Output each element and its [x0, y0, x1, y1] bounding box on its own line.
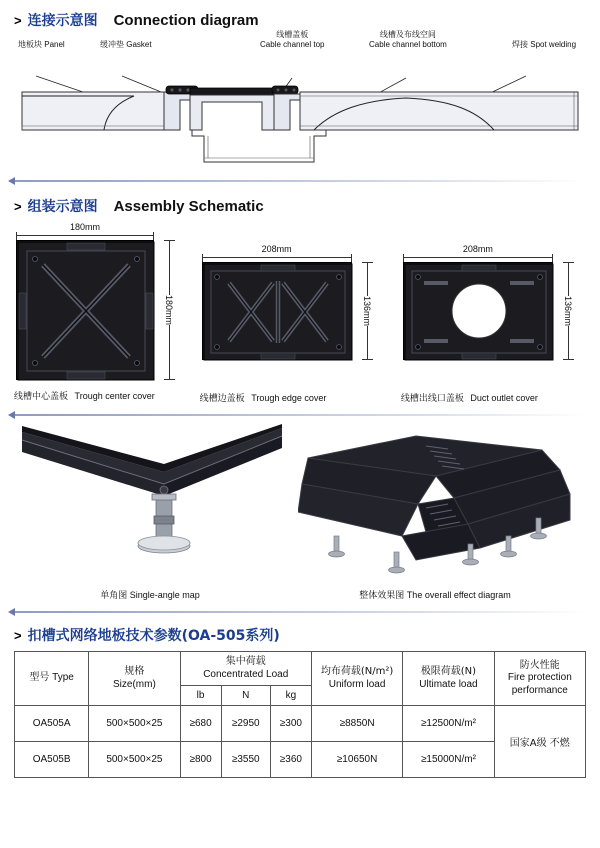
panel-2-width-dimension: [202, 246, 352, 262]
header-type-en: Type: [52, 672, 74, 684]
panel-1-height-value: 180mm: [164, 294, 174, 326]
label-panel: [18, 40, 65, 50]
label-gasket-cn: 缓冲垫: [100, 40, 124, 49]
divider-1: [0, 180, 600, 182]
section-title-specs-cn: 扣槽式网络地板技术参数(OA-505系列): [27, 628, 280, 644]
photo-1-caption-en: Single-angle map: [129, 590, 200, 600]
header-uniform-load: [311, 652, 402, 706]
panel-2-plate: [202, 262, 352, 360]
photo-overall-effect: [298, 424, 572, 601]
photo-overall-effect-image: [298, 424, 572, 579]
panel-1-plate: [16, 240, 154, 380]
label-spot-welding: [512, 40, 576, 50]
photo-1-caption-cn: 单角图: [100, 590, 128, 600]
panel-2-height-value: 136mm: [361, 295, 372, 327]
photo-single-angle: [14, 424, 286, 601]
label-cable-channel-bottom: [369, 30, 447, 50]
section-title-en: Assembly Schematic: [113, 198, 264, 215]
panel-1-caption-cn: 线槽中心盖板: [14, 392, 69, 402]
header-size-cn: 规格: [124, 666, 145, 677]
panel-1-caption-en: Trough center cover: [74, 391, 155, 401]
header-uniform-cn: 均布荷载(N/m²): [320, 666, 394, 677]
header-type: [15, 652, 89, 706]
cell-kg: ≥300: [270, 706, 311, 742]
table-header-row-1: [15, 652, 586, 686]
label-spot-welding-cn: 焊接: [512, 40, 528, 49]
panel-3-plate: [403, 262, 553, 360]
cell-type: OA505A: [15, 706, 89, 742]
cell-n: ≥3550: [221, 742, 270, 778]
connection-label-group: [14, 30, 586, 74]
header-fire-en: Fire protection performance: [507, 672, 572, 696]
panel-2-height-dimension: [358, 262, 376, 360]
cell-ultimate: ≥12500N/m²: [403, 706, 494, 742]
panel-1-detail: [17, 241, 155, 381]
header-fire-cn: 防火性能: [519, 659, 560, 671]
photo-single-angle-caption: [14, 588, 286, 601]
section-heading-connection: [0, 0, 600, 30]
label-gasket: [100, 40, 152, 50]
panel-2-caption-en: Trough edge cover: [251, 393, 327, 403]
header-concentrated-en: Concentrated Load: [203, 668, 289, 680]
header-uniform-en: Uniform load: [328, 678, 386, 690]
section-heading-assembly: [0, 182, 600, 216]
arrow-marker-icon: >: [14, 13, 22, 28]
panel-1-height-dimension: [160, 240, 178, 380]
connection-diagram: [14, 30, 586, 170]
photo-2-caption-cn: 整体效果图: [359, 590, 405, 600]
panel-3-height-dimension: [559, 262, 577, 360]
panel-3-width-value: 208mm: [403, 244, 553, 254]
cell-size: 500×500×25: [89, 706, 180, 742]
panel-1-width-value: 180mm: [16, 222, 154, 232]
photo-overall-effect-caption: [298, 588, 572, 601]
panel-3-width-dimension: [403, 246, 553, 262]
header-n: N: [221, 686, 270, 706]
cell-uniform: ≥8850N: [311, 706, 402, 742]
cell-n: ≥2950: [221, 706, 270, 742]
label-cable-channel-top: [260, 30, 325, 50]
header-lb: lb: [180, 686, 221, 706]
header-size: [89, 652, 180, 706]
cell-lb: ≥680: [180, 706, 221, 742]
spec-table: [14, 651, 586, 778]
cell-lb: ≥800: [180, 742, 221, 778]
cell-size: 500×500×25: [89, 742, 180, 778]
connection-cross-section-drawing: [14, 74, 586, 174]
panel-3-height-value: 136mm: [562, 295, 573, 327]
section-title-en: Connection diagram: [113, 12, 259, 29]
panel-2-caption: [200, 391, 385, 404]
cell-uniform: ≥10650N: [311, 742, 402, 778]
panel-2-caption-cn: 线槽边盖板: [199, 394, 245, 404]
header-kg: kg: [270, 686, 311, 706]
header-fire-protection: [494, 652, 585, 706]
label-cable-channel-top-en: Cable channel top: [260, 40, 325, 49]
section-heading-specs: [0, 613, 600, 645]
section-title-cn: 连接示意图: [27, 13, 98, 29]
header-ultimate-cn: 极限荷载(N): [420, 666, 477, 677]
label-cable-channel-bottom-en: Cable channel bottom: [369, 40, 447, 49]
label-gasket-en: Gasket: [126, 40, 152, 49]
arrow-marker-icon: >: [14, 628, 22, 643]
panel-3-caption: [401, 391, 586, 404]
label-cable-channel-bottom-cn: 线槽及布线空间: [379, 30, 436, 39]
header-type-cn: 型号: [29, 672, 50, 684]
photo-row: [14, 424, 586, 601]
header-size-en: Size(mm): [113, 678, 156, 690]
photo-single-angle-image: [14, 424, 286, 579]
cell-kg: ≥360: [270, 742, 311, 778]
panel-duct-outlet-cover: [401, 224, 586, 404]
header-concentrated-cn: 集中荷载: [225, 656, 266, 667]
panel-1-width-dimension: [16, 224, 154, 240]
panel-3-caption-en: Duct outlet cover: [470, 393, 538, 403]
panel-trough-center-cover: [14, 224, 180, 402]
cell-ultimate: ≥15000N/m²: [403, 742, 494, 778]
label-panel-en: Panel: [44, 40, 65, 49]
label-panel-cn: 地板块: [18, 40, 42, 49]
divider-3: [0, 611, 600, 613]
header-ultimate-load: [403, 652, 494, 706]
table-row: [15, 706, 586, 742]
spec-table-wrap: [14, 651, 586, 778]
panel-2-width-value: 208mm: [202, 244, 352, 254]
photo-2-caption-en: The overall effect diagram: [406, 590, 511, 600]
assembly-panels: [14, 224, 586, 404]
label-spot-welding-en: Spot welding: [530, 40, 577, 49]
header-concentrated-load: [180, 652, 311, 686]
panel-3-detail: [404, 263, 554, 361]
section-title-cn: 组装示意图: [27, 199, 98, 215]
panel-3-caption-cn: 线槽出线口盖板: [400, 394, 464, 404]
cell-type: OA505B: [15, 742, 89, 778]
label-cable-channel-top-cn: 线槽盖板: [276, 30, 309, 39]
divider-2: [0, 414, 600, 416]
panel-1-caption: [14, 389, 180, 402]
header-ultimate-en: Ultimate load: [419, 678, 478, 690]
cell-fire-value: 国家A级 不燃: [494, 706, 585, 778]
arrow-marker-icon: >: [14, 199, 22, 214]
panel-2-detail: [203, 263, 353, 361]
panel-trough-edge-cover: [200, 224, 385, 404]
